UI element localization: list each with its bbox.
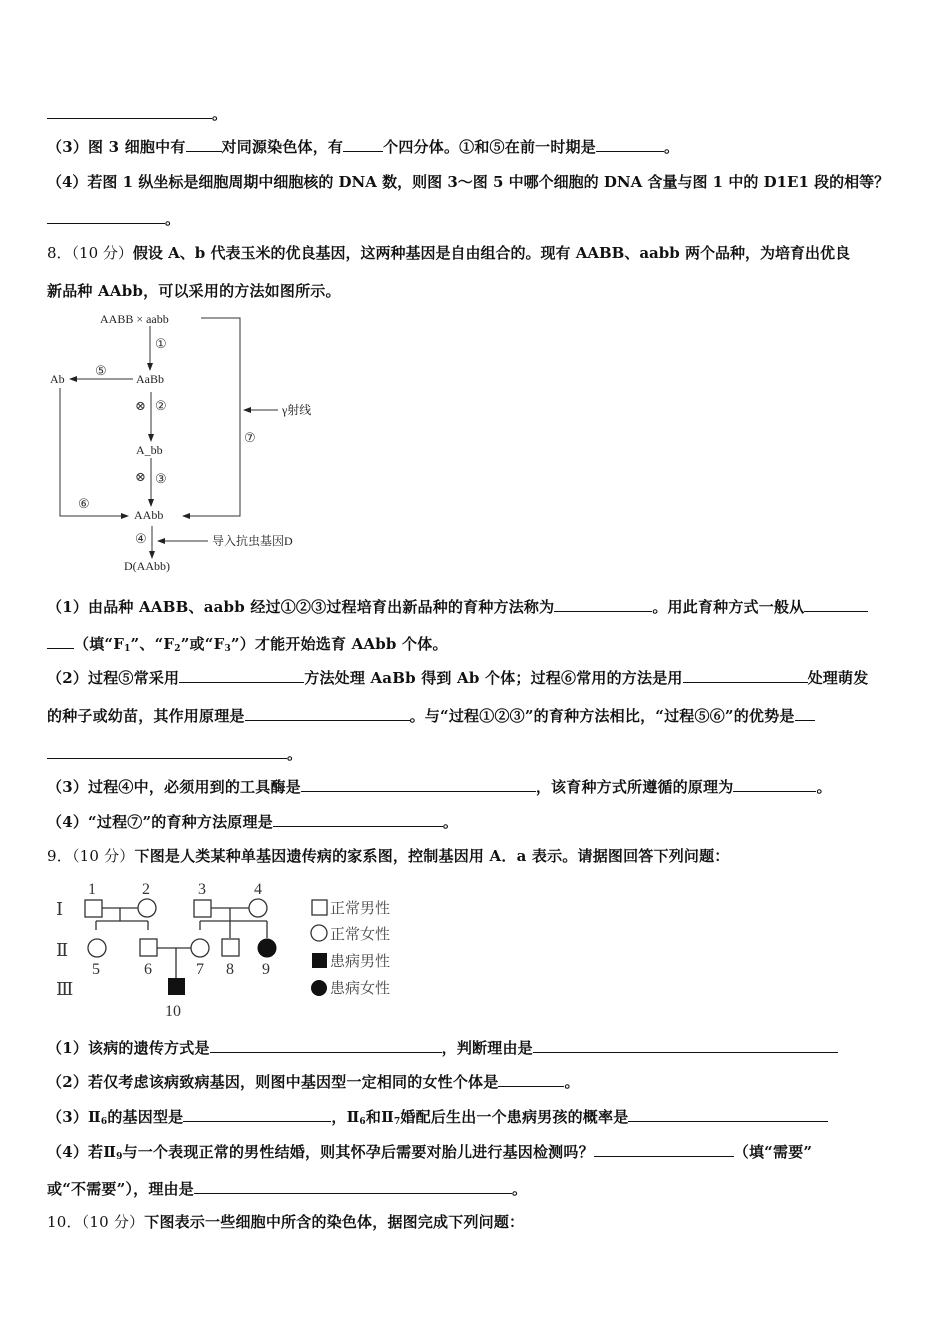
subscript: 6	[100, 1117, 108, 1127]
q8-sub3	[47, 777, 832, 797]
q8-sub3-text: （3）过程④中，必须用到的工具酶是	[47, 778, 301, 796]
q8-sub2-text: 。与“过程①②③”的育种方法相比，“过程⑤⑥”的优势是	[409, 707, 795, 725]
q8-sub1-text: 。用此育种方式一般从	[652, 598, 805, 616]
q9-sub3-text: 婚配后生出一个患病男孩的概率是	[400, 1108, 629, 1126]
individual-number: 5	[92, 961, 100, 978]
q7-answer-line	[47, 104, 227, 124]
answer-blank[interactable]	[273, 812, 443, 827]
legend-affected-female-icon	[311, 980, 327, 996]
answer-blank[interactable]	[194, 1179, 512, 1194]
period: 。	[165, 210, 181, 228]
answer-blank[interactable]	[628, 1107, 828, 1122]
q8-sub1-text: ”或“F	[180, 635, 225, 653]
question-number: 9．（10 分）	[47, 847, 135, 865]
period: 。	[287, 745, 303, 763]
answer-blank[interactable]	[733, 777, 816, 792]
individual-2-normal-female	[138, 899, 156, 917]
answer-blank[interactable]	[47, 744, 287, 759]
individual-1-normal-male	[85, 900, 102, 917]
haploid-label: Ab	[50, 372, 65, 386]
individual-number: 4	[254, 881, 262, 898]
individual-number: 1	[88, 881, 96, 898]
q8-sub2-line2	[47, 706, 815, 726]
q9-sub3-text: （3）Ⅱ	[47, 1108, 101, 1126]
individual-5-normal-female	[88, 939, 106, 957]
individual-number: 7	[196, 961, 204, 978]
pedigree-chart	[50, 876, 420, 1021]
q8-sub2-text: 方法处理 AaBb 得到 Ab 个体；过程⑥常用的方法是用	[304, 669, 683, 687]
q9-sub1-text: ，判断理由是	[441, 1039, 533, 1057]
target-label: AAbb	[134, 508, 164, 522]
answer-blank[interactable]	[47, 209, 165, 224]
answer-blank[interactable]	[533, 1038, 838, 1053]
step-5-label: ⑤	[95, 363, 107, 378]
individual-8-normal-male	[222, 939, 239, 956]
q8-sub1-text: （1）由品种 AABB、aabb 经过①②③过程培育出新品种的育种方法称为	[47, 598, 555, 616]
final-label: D(AAbb)	[124, 559, 170, 573]
f1-label: AaBb	[136, 372, 164, 386]
subscript: 7	[393, 1117, 401, 1127]
answer-blank[interactable]	[795, 706, 815, 721]
q8-sub1-line2	[47, 634, 448, 659]
q8-sub2-text: 处理萌发	[807, 669, 869, 687]
subscript: 9	[116, 1152, 123, 1162]
q8-sub4	[47, 812, 458, 832]
step-6-label: ⑥	[78, 496, 90, 511]
generation-label: Ⅲ	[56, 979, 74, 999]
selfing-icon: ⊗	[135, 398, 146, 413]
individual-4-normal-female	[249, 899, 267, 917]
period: 。	[212, 105, 228, 123]
answer-blank[interactable]	[179, 668, 304, 683]
q9-sub2-text: （2）若仅考虑该病致病基因，则图中基因型一定相同的女性个体是	[47, 1073, 499, 1091]
q9-sub3-text: 的基因型是	[107, 1108, 184, 1126]
answer-blank[interactable]	[183, 1107, 331, 1122]
subscript: 1	[124, 644, 131, 654]
q8-sub2	[47, 668, 868, 688]
subscript: 3	[224, 644, 231, 654]
generation-label: Ⅰ	[56, 899, 64, 919]
individual-number: 9	[262, 961, 270, 978]
q7-sub3	[47, 137, 679, 157]
legend-affected-male-icon	[312, 953, 327, 968]
period: 。	[442, 813, 459, 831]
q9-sub3	[47, 1107, 828, 1132]
q8-stem-text: 假设 A、b 代表玉米的优良基因，这两种基因是自由组合的。现有 AABB、aabb 两个品种，为培育出优良	[132, 244, 850, 262]
f2-label: A_bb	[136, 443, 163, 457]
step-3-label: ③	[155, 471, 167, 486]
q8-stem-2	[47, 281, 341, 301]
q9-sub4-text: （填“需要”	[733, 1143, 813, 1161]
q8-sub2-text: （2）过程⑤常采用	[47, 669, 180, 687]
q9-sub4-text: （4）若Ⅱ	[47, 1143, 117, 1161]
legend-label: 患病女性	[330, 981, 391, 997]
q7-sub4-text: （4）若图 1 纵坐标是细胞周期中细胞核的 DNA 数，则图 3～图 5 中哪个细胞的 DNA 含量与图 1 中的 D1E1 段的相等？	[47, 173, 890, 191]
legend-normal-male-icon	[312, 900, 327, 915]
q8-sub4-text: （4）“过程⑦”的育种方法原理是	[47, 813, 273, 831]
individual-number: 3	[198, 881, 206, 898]
gene-import-label: 导入抗虫基因D	[212, 534, 293, 548]
individual-7-normal-female	[191, 939, 209, 957]
selfing-icon: ⊗	[135, 469, 146, 484]
legend-label: 正常女性	[330, 927, 391, 943]
q9-sub2	[47, 1072, 580, 1092]
individual-10-affected-male	[168, 978, 185, 995]
subscript: 6	[359, 1117, 366, 1127]
legend-normal-female-icon	[311, 925, 327, 941]
period: 。	[663, 138, 680, 156]
period: 。	[511, 1180, 528, 1198]
q9-sub3-text: 和Ⅱ	[365, 1108, 394, 1126]
individual-number: 10	[165, 1003, 181, 1020]
period: 。	[816, 778, 832, 796]
q10-stem	[47, 1212, 524, 1232]
gamma-ray-label: γ射线	[282, 403, 312, 417]
individual-9-affected-female	[258, 939, 276, 957]
answer-blank[interactable]	[594, 1142, 734, 1157]
q9-stem-text: 下图是人类某种单基因遗传病的家系图，控制基因用 A．a 表示。请据图回答下列问题：	[134, 847, 730, 865]
individual-3-normal-male	[194, 900, 211, 917]
answer-blank[interactable]	[210, 1038, 442, 1053]
q8-sub2-line3	[47, 744, 302, 764]
q9-stem	[47, 846, 730, 866]
q8-sub3-text: ，该育种方式所遵循的原理为	[535, 778, 734, 796]
q7-sub4-answer	[47, 209, 180, 229]
legend-label: 患病男性	[330, 954, 391, 970]
legend-label: 正常男性	[330, 901, 391, 917]
answer-blank[interactable]	[245, 706, 410, 721]
subscript: 2	[174, 644, 181, 654]
individual-number: 6	[144, 961, 152, 978]
q7-sub3-prefix: （3）图 3 细胞中有	[47, 138, 186, 156]
period: 。	[564, 1073, 580, 1091]
question-number: 10．（10 分）	[47, 1213, 145, 1231]
individual-6-normal-male	[140, 939, 157, 956]
q9-sub4	[47, 1142, 812, 1167]
q8-sub1-text: （填“F	[74, 635, 125, 653]
q9-sub1-text: （1）该病的遗传方式是	[47, 1039, 210, 1057]
breeding-diagram	[48, 308, 328, 580]
q9-sub1	[47, 1038, 838, 1058]
q7-sub3-text: 个四分体。①和⑤在前一时期是	[383, 138, 596, 156]
q9-sub4-text: 与一个表现正常的男性结婚，则其怀孕后需要对胎儿进行基因检测吗？	[122, 1143, 594, 1161]
q9-sub4-line2	[47, 1179, 527, 1199]
q9-sub4-text: 或“不需要”），理由是	[47, 1180, 194, 1198]
q8-sub1-text: ”、“F	[130, 635, 175, 653]
q10-stem-text: 下图表示一些细胞中所含的染色体，据图完成下列问题：	[144, 1213, 525, 1231]
q8-stem	[47, 243, 850, 263]
parents-label: AABB × aabb	[100, 312, 169, 326]
individual-number: 8	[226, 961, 234, 978]
q7-sub3-text: 对同源染色体，有	[221, 138, 344, 156]
question-number: 8．（10 分）	[47, 244, 133, 262]
answer-blank[interactable]	[343, 137, 383, 152]
generation-label: Ⅱ	[56, 940, 69, 960]
q9-sub3-text: ，Ⅱ	[331, 1108, 360, 1126]
step-1-label: ①	[155, 336, 167, 351]
answer-blank[interactable]	[683, 668, 808, 683]
answer-blank[interactable]	[498, 1072, 564, 1087]
step-7-label: ⑦	[244, 430, 256, 445]
q8-sub2-text: 的种子或幼苗，其作用原理是	[47, 707, 245, 725]
step-2-label: ②	[155, 398, 167, 413]
q8-stem-text: 新品种 AAbb，可以采用的方法如图所示。	[47, 282, 341, 300]
answer-blank[interactable]	[554, 597, 652, 612]
answer-blank[interactable]	[186, 137, 222, 152]
answer-blank[interactable]	[596, 137, 664, 152]
answer-blank[interactable]	[804, 597, 868, 612]
q7-sub4	[47, 172, 889, 192]
q8-sub1	[47, 597, 868, 617]
answer-blank[interactable]	[47, 634, 74, 649]
q8-sub1-text: ”）才能开始选育 AAbb 个体。	[230, 635, 448, 653]
individual-number: 2	[142, 881, 150, 898]
answer-blank[interactable]	[47, 104, 212, 119]
answer-blank[interactable]	[301, 777, 536, 792]
step-4-label: ④	[135, 531, 147, 546]
